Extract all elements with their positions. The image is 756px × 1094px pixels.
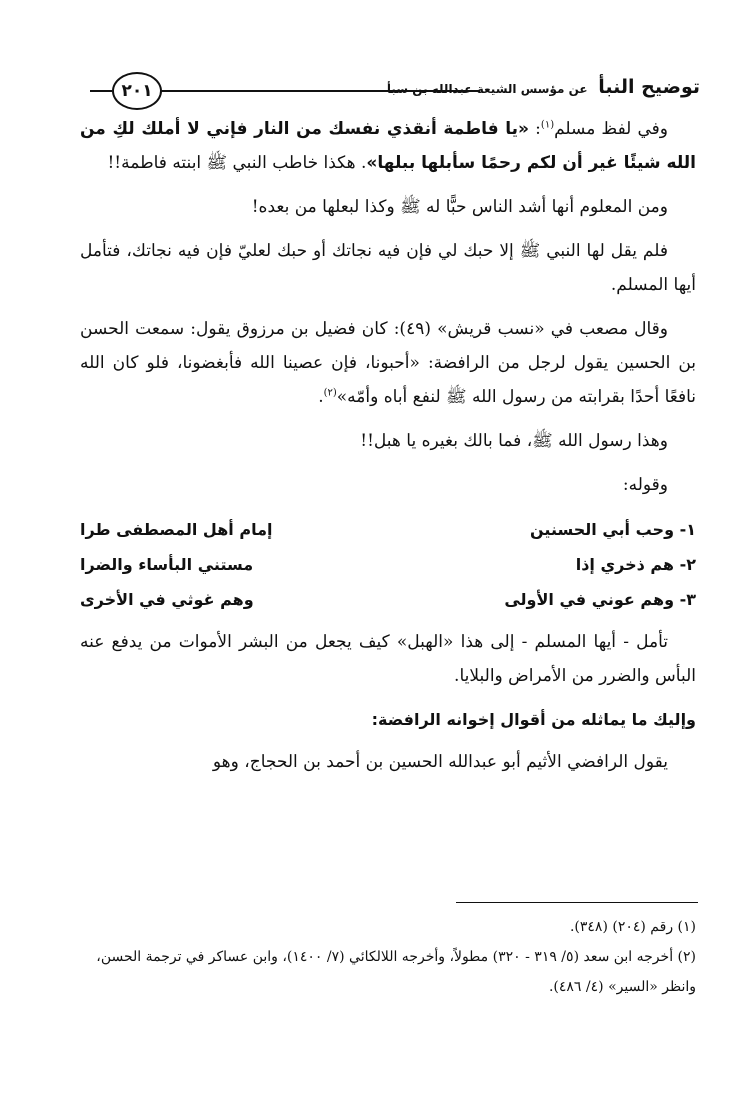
footnote: (٢) أخرجه ابن سعد (٥/ ٣١٩ - ٣٢٠) مطولاً، وأخرجه اللالكائي (٧/ ١٤٠٠)، وابن عساكر في ترجمة الحسن، وانظر «السير» (٤/ ٤٨٦). [96, 949, 696, 995]
paragraph: وهذا رسول الله ﷺ، فما بالك بغيره يا هبل!! [360, 431, 668, 451]
paragraph: تأمل - أيها المسلم - إلى هذا «الهبل» كيف يجعل من البشر الأموات من يدفع عنه البأس والضرر من الأمراض والبلايا. [80, 632, 696, 686]
poem-verse [80, 582, 696, 617]
paragraph: وفي لفظ مسلم$^{(١)}$: «يا فاطمة أنقذي نفسك من النار فإني لا أملك لكِ من الله شيئًا غير أن لكم رحمًا سأبلها ببلها». هكذا خاطب النبي ﷺ ابنته فاطمة!! [80, 119, 696, 173]
paragraph: ومن المعلوم أنها أشد الناس حبًّا له ﷺ وكذا لبعلها من بعده! [251, 197, 668, 217]
paragraph: وقال مصعب في «نسب قريش» (٤٩): كان فضيل بن مرزوق يقول: سمعت الحسن بن الحسين يقول لرجل من الرافضة: «أحبونا، فإن عصينا الله فأبغضونا، فلو كان الله نافعًا أحدًا بقرابته من رسول الله ﷺ لنفع أباه وأمّه»$^{(٢)}$. [80, 319, 696, 407]
paragraph: يقول الرافضي الأثيم أبو عبدالله الحسين بن أحمد بن الحجاج، وهو [212, 752, 668, 772]
footnote-separator [456, 902, 698, 903]
poem [80, 512, 696, 617]
poem-verse [80, 547, 696, 582]
footnote-ref: (٢) [323, 387, 337, 399]
footnotes [80, 912, 696, 1002]
section-heading: وإليك ما يماثله من أقوال إخوانه الرافضة: [371, 710, 696, 729]
main-text [80, 112, 696, 789]
header-rule [160, 90, 480, 92]
hadith-quote: «يا فاطمة أنقذي نفسك من النار فإني لا أملك لكِ من الله شيئًا غير أن لكم رحمًا سأبلها ببلها» [80, 119, 696, 173]
page-number: ٢٠١ [112, 72, 162, 110]
book-subtitle: عن مؤسس الشيعة عبدالله بن سبأ [386, 82, 588, 96]
verse-first-half: ٢- هم ذخري إذا [575, 554, 696, 574]
footnote-ref: (١) [540, 119, 555, 131]
running-title [387, 76, 700, 98]
verse-second-half: إمام أهل المصطفى طرا [80, 519, 273, 539]
verse-first-half: ١- وحب أبي الحسنين [530, 519, 696, 539]
verse-first-half: ٣- وهم عوني في الأولى [504, 589, 696, 609]
book-title: توضيح النبأ [598, 76, 700, 98]
footnote: (١) رقم (٢٠٤) (٣٤٨). [569, 919, 696, 935]
verse-second-half: مستني البأساء والضرا [80, 554, 254, 574]
page-header [90, 68, 700, 108]
paragraph: فلم يقل لها النبي ﷺ إلا حبك لي فإن فيه نجاتك أو حبك لعليّ فإن فيه نجاتك، فتأمل أيها المسلم. [80, 241, 696, 295]
verse-second-half: وهم غوثي في الأخرى [80, 589, 254, 609]
poem-verse [80, 512, 696, 547]
header-rule-left [90, 90, 112, 92]
paragraph: وقوله: [622, 475, 668, 495]
